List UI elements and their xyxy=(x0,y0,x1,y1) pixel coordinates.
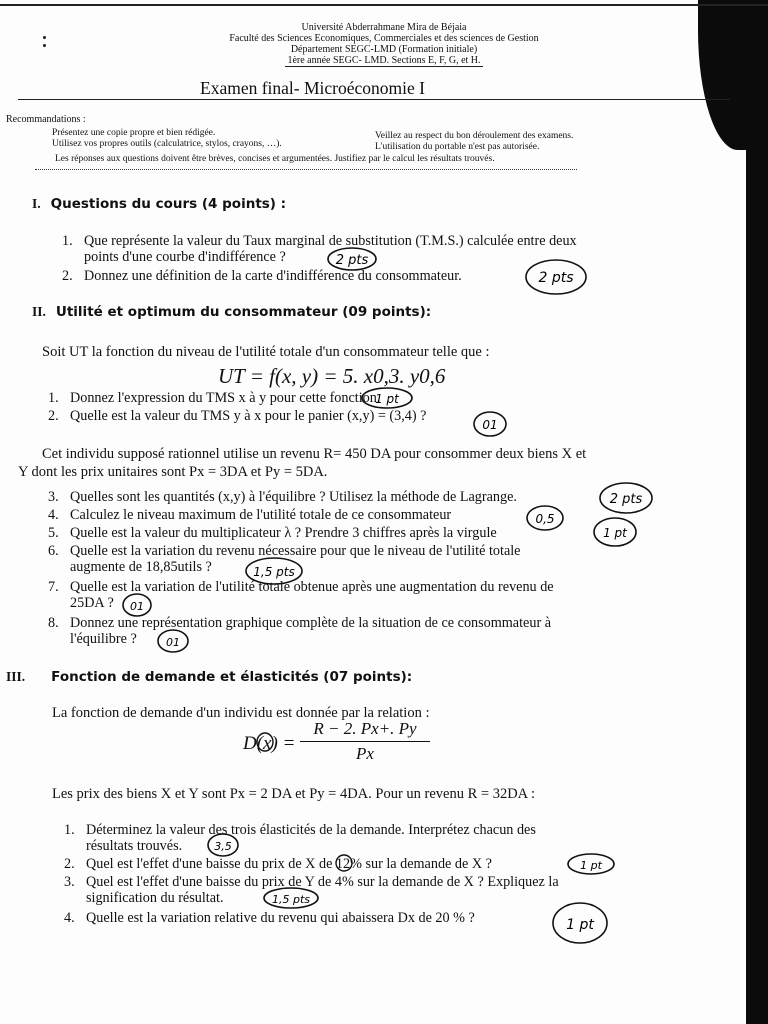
mark-text: 01 xyxy=(166,636,180,649)
question-text: 25DA ? xyxy=(70,595,114,611)
question-text: Quelles sont les quantités (x,y) à l'équilibre ? Utilisez la méthode de Lagrange. xyxy=(70,489,517,505)
question-number: 5. xyxy=(48,525,59,541)
handwritten-mark xyxy=(524,258,588,296)
question-number: 2. xyxy=(64,856,75,872)
section-3-intro: La fonction de demande d'un individu est donnée par la relation : xyxy=(52,705,430,721)
section-2-paragraph xyxy=(42,446,586,463)
handwritten-mark xyxy=(550,900,610,946)
question-number: 1. xyxy=(64,822,75,838)
scan-top-line xyxy=(0,4,768,6)
question-text: Calculez le niveau maximum de l'utilité totale de ce consommateur xyxy=(70,507,452,523)
formula-numerator: R − 2. Px+. Py xyxy=(313,719,417,738)
handwritten-mark xyxy=(592,516,638,548)
question-number: 1. xyxy=(62,233,73,249)
recommendations-label: Recommandations : xyxy=(6,114,86,125)
demand-formula-lhs: D(x) = xyxy=(243,733,296,754)
question-text: Donnez une définition de la carte d'indifférence du consommateur. xyxy=(84,268,462,284)
question-number: 1. xyxy=(48,390,59,406)
department-name: Département SEGC-LMD (Formation initiale) xyxy=(290,44,478,55)
question-2-5 xyxy=(48,525,497,541)
recommendation: Présentez une copie propre et bien rédigée. xyxy=(52,128,216,138)
handwritten-mark xyxy=(326,246,378,272)
question-2-3 xyxy=(48,489,517,505)
question-text: Quel est l'effet d'une baisse du prix de X de 12% sur la demande de X ? xyxy=(86,856,492,872)
mark-text: 2 pts xyxy=(335,253,369,268)
section-1-heading xyxy=(32,196,286,212)
question-text: Quelle est la variation du revenu nécessaire pour que le niveau de l'utilité totale xyxy=(70,543,521,559)
handwritten-mark xyxy=(206,832,240,858)
section-title: Questions du cours (4 points) : xyxy=(50,196,287,212)
mark-text: 3,5 xyxy=(214,840,232,853)
handwritten-circle xyxy=(334,853,354,873)
handwritten-mark xyxy=(121,592,153,618)
section-title: Fonction de demande et élasticités (07 points): xyxy=(51,669,413,685)
section-number: I. xyxy=(32,196,41,211)
exam-header xyxy=(0,22,768,67)
section-number: II. xyxy=(32,304,46,319)
exam-title: Examen final- Microéconomie I xyxy=(200,78,425,98)
section-3-heading xyxy=(6,669,412,685)
recommendation: L'utilisation du portable n'est pas autorisée. xyxy=(375,142,540,152)
handwritten-mark xyxy=(244,556,304,586)
question-number: 3. xyxy=(48,489,59,505)
question-text: Que représente la valeur du Taux marginal de substitution (T.M.S.) calculée entre deux xyxy=(84,233,577,249)
mark-text: 0,5 xyxy=(535,512,555,526)
section-number: III. xyxy=(6,669,26,684)
question-text: signification du résultat. xyxy=(86,890,224,906)
question-number: 4. xyxy=(48,507,59,523)
mark-text: 1,5 pts xyxy=(271,893,311,906)
demand-formula-fraction xyxy=(300,719,430,764)
mark-text: 2 pts xyxy=(538,270,574,286)
question-2-1 xyxy=(48,390,380,406)
mark-text: 01 xyxy=(482,418,498,432)
question-3-2 xyxy=(64,856,492,872)
handwritten-mark xyxy=(360,386,414,410)
section-2-heading xyxy=(32,304,431,320)
mark-text: 2 pts xyxy=(609,492,643,507)
question-text: Quelle est la valeur du multiplicateur λ ? Prendre 3 chiffres après la virgule xyxy=(70,525,497,541)
question-number: 8. xyxy=(48,615,59,631)
handwritten-mark xyxy=(472,410,508,438)
question-text: Donnez une représentation graphique complète de la situation de ce consommateur à xyxy=(70,615,552,631)
question-1-1 xyxy=(62,233,577,265)
mark-text: 1 pt xyxy=(603,526,627,540)
mark-text: 1,5 pts xyxy=(253,565,295,579)
question-number: 7. xyxy=(48,579,59,595)
section-2-intro: Soit UT la fonction du niveau de l'utilité totale d'un consommateur telle que : xyxy=(42,344,490,360)
handwritten-mark xyxy=(598,481,654,515)
question-number: 2. xyxy=(62,268,73,284)
question-text: Quelle est la valeur du TMS y à x pour le panier (x,y) = (3,4) ? xyxy=(70,408,427,424)
question-text: Quelle est la variation de l'utilité totale obtenue après une augmentation du revenu de xyxy=(70,579,554,595)
paragraph-line: Cet individu supposé rationnel utilise un revenu R= 450 DA pour consommer deux biens X et xyxy=(42,446,587,462)
recommendations-right xyxy=(375,131,573,153)
question-text: résultats trouvés. xyxy=(86,838,183,854)
question-3-4 xyxy=(64,910,475,926)
section-3-prices: Les prix des biens X et Y sont Px = 2 DA et Py = 4DA. Pour un revenu R = 32DA : xyxy=(52,786,536,802)
faculty-name: Faculté des Sciences Economiques, Commerciales et des sciences de Gestion xyxy=(229,33,539,44)
mark-text: 1 pt xyxy=(566,917,594,933)
handwritten-mark xyxy=(262,886,320,910)
handwritten-mark xyxy=(525,504,565,532)
question-3-1 xyxy=(64,822,536,854)
handwritten-mark xyxy=(566,852,616,876)
equation-text: UT = f(x, y) = 5. x0,3. y0,6 xyxy=(218,364,446,388)
scan-black-edge xyxy=(746,0,768,1024)
title-rule xyxy=(18,99,730,100)
question-text: Déterminez la valeur des trois élasticités de la demande. Interprétez chacun des xyxy=(86,822,536,838)
university-name: Université Abderrahmane Mira de Béjaia xyxy=(301,22,467,33)
question-number: 6. xyxy=(48,543,59,559)
mark-text: 1 pt xyxy=(580,859,602,872)
question-text: points d'une courbe d'indifférence ? xyxy=(84,249,286,265)
formula-denominator: Px xyxy=(356,744,374,763)
question-text: Quelle est la variation relative du revenu qui abaissera Dx de 20 % ? xyxy=(86,910,475,926)
recommendation: Veillez au respect du bon déroulement des examens. xyxy=(375,131,574,141)
question-text: augmente de 18,85utils ? xyxy=(70,559,212,575)
dotted-separator xyxy=(35,169,577,170)
question-number: 3. xyxy=(64,874,75,890)
question-2-8 xyxy=(48,615,551,647)
question-1-2 xyxy=(62,268,462,284)
recommendation: Utilisez vos propres outils (calculatrice, stylos, crayons, …). xyxy=(52,139,282,149)
section-title: Utilité et optimum du consommateur (09 points): xyxy=(55,304,432,320)
recommendations-left xyxy=(52,128,282,150)
level-line: 1ère année SEGC- LMD. Sections E, F, G, et H. xyxy=(287,55,481,66)
question-text: Donnez l'expression du TMS x à y pour cette fonction. xyxy=(70,390,381,406)
question-number: 4. xyxy=(64,910,75,926)
paragraph-line: Y dont les prix unitaires sont Px = 3DA et Py = 5DA. xyxy=(18,464,328,480)
recommendation: Les réponses aux questions doivent être brèves, concises et argumentées. Justifiez par le calcul les résultats trouvés. xyxy=(55,154,495,164)
handwritten-circle xyxy=(255,731,275,753)
question-text: l'équilibre ? xyxy=(70,631,137,647)
handwritten-mark xyxy=(156,628,190,654)
mark-text: 01 xyxy=(130,600,144,613)
section-2-paragraph xyxy=(18,464,327,481)
question-2-4 xyxy=(48,507,451,523)
question-2-2 xyxy=(48,408,426,424)
mark-text: 1 pt xyxy=(375,392,399,406)
question-text: Quel est l'effet d'une baisse du prix de Y de 4% sur la demande de X ? Expliquez la xyxy=(86,874,559,890)
question-number: 2. xyxy=(48,408,59,424)
fraction-bar xyxy=(300,741,430,742)
